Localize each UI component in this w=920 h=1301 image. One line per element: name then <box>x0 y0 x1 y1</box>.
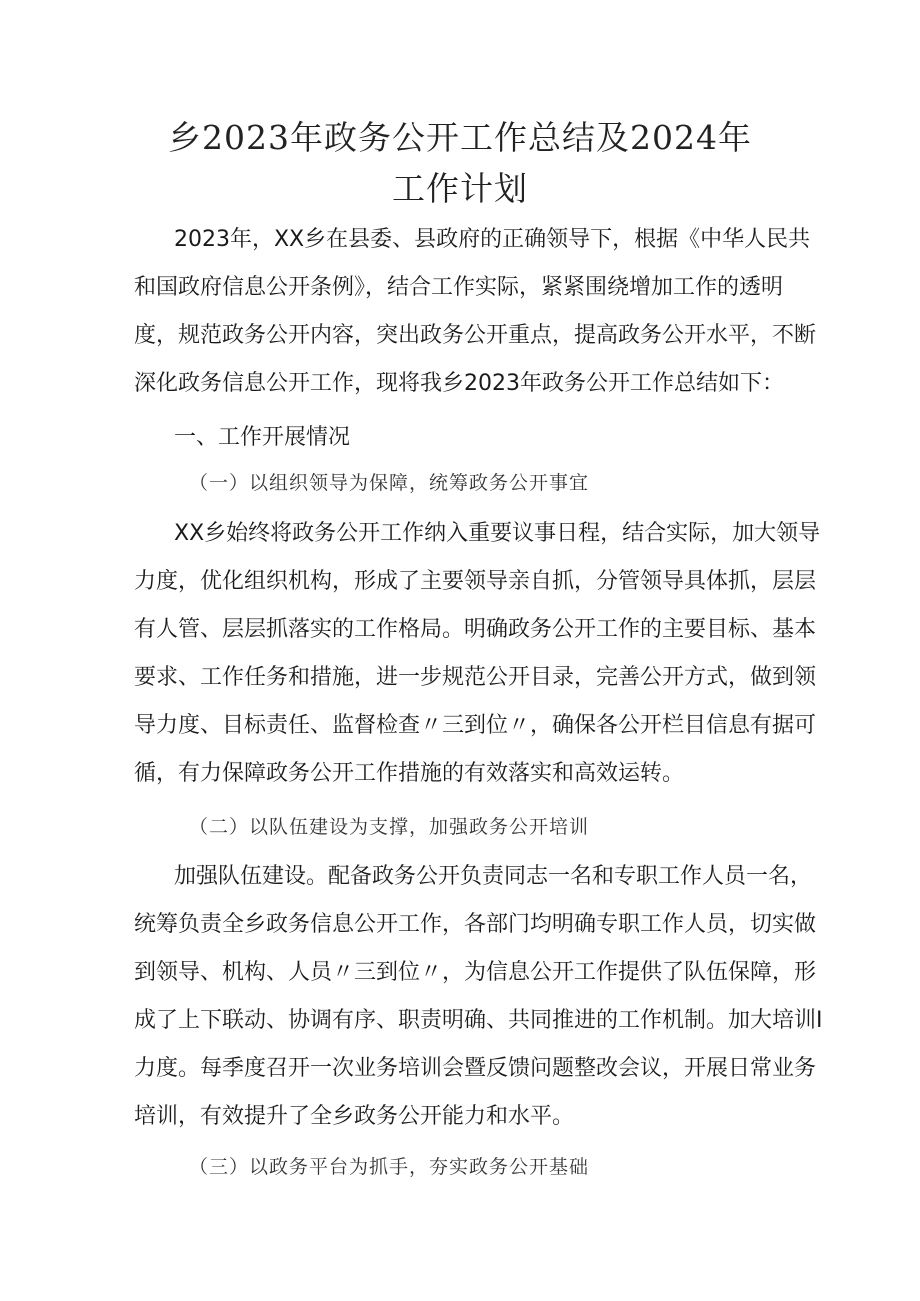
section-heading-1: 一、工作开展情况 <box>174 425 351 450</box>
intro-line: 度，规范政务公开内容，突出政务公开重点，提高政务公开水平，不断 <box>134 323 817 348</box>
paragraph-line: 循，有力保障政务公开工作措施的有效落实和高效运转。 <box>134 761 685 786</box>
subsection-1-paragraph <box>134 510 821 798</box>
subsection-heading-3: （三）以政务平台为抓手，夯实政务公开基础 <box>189 1156 590 1178</box>
paragraph-line: 力度，优化组织机构，形成了主要领导亲自抓，分管领导具体抓，层层 <box>134 569 817 594</box>
intro-line: 深化政务信息公开工作，现将我乡2023年政务公开工作总结如下： <box>134 371 784 396</box>
paragraph-line: 有人管、层层抓落实的工作格局。明确政务公开工作的主要目标、基本 <box>134 617 817 642</box>
subsection-heading-1: （一）以组织领导为保障，统筹政务公开事宜 <box>189 472 590 494</box>
subsection-heading-2: （二）以队伍建设为支撑，加强政务公开培训 <box>189 816 590 838</box>
document-title-line-2: 工作计划 <box>392 169 528 208</box>
paragraph-line: 力度。每季度召开一次业务培训会暨反馈问题整改会议，开展日常业务 <box>134 1056 817 1081</box>
subsection-2-paragraph <box>134 853 823 1141</box>
document-title-line-1: 乡2023年政务公开工作总结及2024年 <box>168 118 752 157</box>
paragraph-line: 导力度、目标责任、监督检查〃三到位〃，确保各公开栏目信息有据可 <box>134 713 817 738</box>
intro-paragraph <box>134 216 817 408</box>
intro-line: 和国政府信息公开条例》，结合工作实际，紧紧围绕增加工作的透明 <box>134 275 784 300</box>
paragraph-line: 加强队伍建设。配备政务公开负责同志一名和专职工作人员一名， <box>174 864 813 889</box>
paragraph-line: 要求、工作任务和措施，进一步规范公开目录，完善公开方式，做到领 <box>134 665 817 690</box>
paragraph-line: XX乡始终将政务公开工作纳入重要议事日程，结合实际，加大领导 <box>174 521 821 546</box>
paragraph-line: 统筹负责全乡政务信息公开工作，各部门均明确专职工作人员，切实做 <box>134 912 817 937</box>
paragraph-line: 到领导、机构、人员〃三到位〃，为信息公开工作提供了队伍保障，形 <box>134 960 817 985</box>
paragraph-line: 培训，有效提升了全乡政务公开能力和水平。 <box>134 1104 575 1129</box>
paragraph-line: 成了上下联动、协调有序、职责明确、共同推进的工作机制。加大培训I <box>134 1008 823 1033</box>
intro-line: 2023年，XX乡在县委、县政府的正确领导下，根据《中华人民共 <box>174 227 811 252</box>
